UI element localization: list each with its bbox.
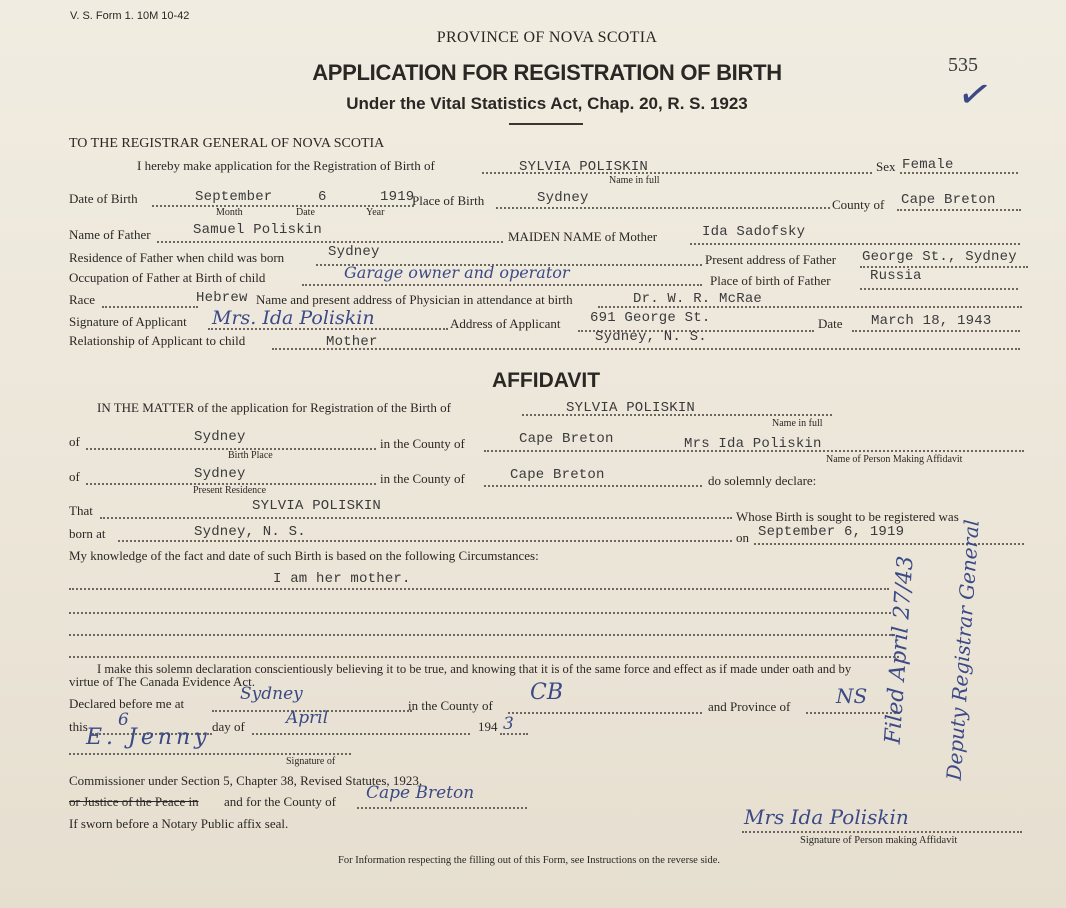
- applicant-signature: Mrs. Ida Poliskin: [212, 307, 375, 329]
- addressee: TO THE REGISTRAR GENERAL OF NOVA SCOTIA: [69, 136, 385, 151]
- relationship-line: [272, 348, 1020, 350]
- county-value-1: Cape Breton: [519, 431, 614, 447]
- of-label-2: of: [69, 469, 80, 484]
- affidavit-name-hint: Name in full: [772, 418, 823, 429]
- race-line: [102, 306, 198, 308]
- residence-label: Residence of Father when child was born: [69, 250, 285, 265]
- dob-label: Date of Birth: [69, 191, 138, 206]
- matter-label: IN THE MATTER of the application for Registration of the Birth of: [97, 400, 451, 415]
- month-hint: Month: [216, 207, 243, 218]
- month-value: April: [286, 708, 329, 728]
- circumstance-value: I am her mother.: [273, 571, 411, 587]
- county-for-line: [357, 807, 527, 809]
- affiant-name-hint: Name of Person Making Affidavit: [826, 454, 963, 465]
- born-on-line: [754, 543, 1024, 545]
- commissioner-signature-line: [69, 753, 351, 755]
- date-hint: Date: [296, 207, 315, 218]
- check-mark-icon: ✓: [953, 69, 996, 121]
- this-label: this: [69, 719, 88, 734]
- year-label: 194: [478, 719, 498, 734]
- county-line: [897, 209, 1021, 211]
- affiant-signature: Mrs Ida Poliskin: [744, 805, 909, 829]
- father-birthplace-value: Russia: [870, 268, 922, 284]
- registrar-signature-note: Deputy Registrar General: [941, 518, 984, 782]
- present-address-label: Present address of Father: [705, 252, 837, 267]
- relationship-label: Relationship of Applicant to child: [69, 333, 246, 348]
- form-subtitle: Under the Vital Statistics Act, Chap. 20, R. S. 1923: [346, 94, 748, 113]
- physician-value: Dr. W. R. McRae: [633, 291, 763, 307]
- place-of-birth-line: [496, 207, 830, 209]
- knowledge-label: My knowledge of the fact and date of such Birth is based on the following Circumstances:: [69, 548, 539, 563]
- born-at-value: Sydney, N. S.: [194, 524, 306, 540]
- signature-of-label: Signature of: [286, 756, 336, 767]
- footer-note: For Information respecting the filling out of this Form, see Instructions on the reverse side.: [337, 855, 720, 866]
- maiden-name-value: Ida Sadofsky: [702, 224, 806, 240]
- filed-date-note: Filed April 27/43: [880, 555, 919, 745]
- commissioner-text: Commissioner under Section 5, Chapter 38, Revised Statutes, 1923,: [69, 773, 423, 788]
- circumstance-line-4: [69, 656, 899, 658]
- that-name-value: SYLVIA POLISKIN: [252, 498, 382, 514]
- child-name-value: SYLVIA POLISKIN: [519, 159, 649, 175]
- birthplace-hint: Birth Place: [228, 450, 273, 461]
- relationship-value: Mother: [326, 334, 378, 350]
- father-birthplace-line: [860, 288, 1018, 290]
- race-label: Race: [69, 292, 95, 307]
- title-divider: [509, 123, 583, 125]
- commissioner-signature: E. Jenny: [86, 725, 211, 750]
- application-date-value: March 18, 1943: [871, 313, 992, 329]
- affiant-name-value: Mrs Ida Poliskin: [684, 436, 822, 452]
- sex-value: Female: [902, 157, 954, 173]
- name-in-full-hint: Name in full: [609, 175, 660, 186]
- county-line-2: [484, 485, 702, 487]
- born-on-label: on: [736, 530, 749, 545]
- justice-text: or Justice of the Peace in: [69, 794, 199, 809]
- in-county-label-1: in the County of: [380, 436, 465, 451]
- residence-value: Sydney: [328, 244, 380, 260]
- present-residence-hint: Present Residence: [193, 485, 267, 496]
- present-residence-value: Sydney: [194, 466, 246, 482]
- notary-text: If sworn before a Notary Public affix seal.: [69, 816, 289, 831]
- present-address-value: George St., Sydney: [862, 249, 1017, 265]
- application-date-line: [852, 330, 1020, 332]
- father-label: Name of Father: [69, 227, 151, 242]
- circumstance-line-1: [69, 588, 889, 590]
- year-suffix-value: 3: [503, 714, 514, 734]
- declared-place-value: Sydney: [240, 684, 303, 704]
- race-value: Hebrew: [196, 290, 248, 306]
- affiant-signature-label: Signature of Person making Affidavit: [800, 835, 958, 846]
- declared-county-value: CB: [530, 680, 563, 705]
- in-county-label-2: in the County of: [380, 471, 465, 486]
- circumstance-line-3: [69, 634, 895, 636]
- sex-label: Sex: [876, 159, 896, 174]
- of-label-1: of: [69, 434, 80, 449]
- dob-day-value: 6: [318, 189, 327, 205]
- declare-label: do solemnly declare:: [708, 473, 817, 488]
- occupation-line: [302, 284, 702, 286]
- born-at-label: born at: [69, 526, 106, 541]
- circumstance-line-2: [69, 612, 891, 614]
- that-line: [100, 517, 732, 519]
- day-of-label: day of: [212, 719, 245, 734]
- maiden-name-label: MAIDEN NAME of Mother: [508, 229, 658, 244]
- place-of-birth-label: Place of Birth: [412, 193, 485, 208]
- dob-month-value: September: [195, 189, 273, 205]
- applicant-address-value-2: Sydney, N. S.: [595, 329, 707, 345]
- occupation-value: Garage owner and operator: [344, 263, 570, 282]
- county-label: County of: [832, 197, 885, 212]
- father-line: [157, 241, 503, 243]
- registration-number: 535: [948, 54, 978, 76]
- applicant-address-label: Address of Applicant: [450, 316, 561, 331]
- county-for-label: and for the County of: [224, 794, 336, 809]
- application-date-label: Date: [818, 316, 843, 331]
- birthplace-value: Sydney: [194, 429, 246, 445]
- born-on-value: September 6, 1919: [758, 524, 905, 540]
- applicant-signature-label: Signature of Applicant: [69, 314, 187, 329]
- applicant-address-value-1: 691 George St.: [590, 310, 711, 326]
- county-for-value: Cape Breton: [366, 783, 475, 803]
- year-hint: Year: [366, 207, 385, 218]
- place-of-birth-value: Sydney: [537, 190, 589, 206]
- intro-label: I hereby make application for the Registration of Birth of: [137, 158, 435, 173]
- father-value: Samuel Poliskin: [193, 222, 323, 238]
- affiant-signature-line: [742, 831, 1022, 833]
- maiden-name-line: [690, 243, 1020, 245]
- province-heading: PROVINCE OF NOVA SCOTIA: [436, 29, 658, 46]
- day-value: 6: [118, 710, 129, 730]
- county-value: Cape Breton: [901, 192, 996, 208]
- father-birthplace-label: Place of birth of Father: [710, 273, 831, 288]
- form-id: V. S. Form 1. 10M 10-42: [70, 10, 190, 22]
- occupation-label: Occupation of Father at Birth of child: [69, 270, 266, 285]
- declaration-text-1: I make this solemn declaration conscientiously believing it to be true, and knowing that it is of the same force and effect as if made under oath and by: [97, 662, 852, 676]
- form-title: APPLICATION FOR REGISTRATION OF BIRTH: [312, 60, 782, 85]
- physician-label: Name and present address of Physician in attendance at birth: [256, 292, 573, 307]
- born-at-line: [118, 540, 732, 542]
- matter-name-value: SYLVIA POLISKIN: [566, 400, 696, 416]
- declaration-text-2: virtue of The Canada Evidence Act.: [69, 674, 256, 689]
- province-label: and Province of: [708, 699, 791, 714]
- declared-county-line: [508, 712, 702, 714]
- declared-province-value: NS: [836, 684, 868, 708]
- that-label: That: [69, 503, 93, 518]
- whose-birth-label: Whose Birth is sought to be registered was: [736, 509, 959, 524]
- county-value-2: Cape Breton: [510, 467, 605, 483]
- declared-before-label: Declared before me at: [69, 696, 185, 711]
- dob-year-value: 1919: [380, 189, 415, 205]
- in-county-label-3: in the County of: [408, 698, 493, 713]
- month-line: [252, 733, 470, 735]
- affidavit-heading: AFFIDAVIT: [491, 369, 601, 392]
